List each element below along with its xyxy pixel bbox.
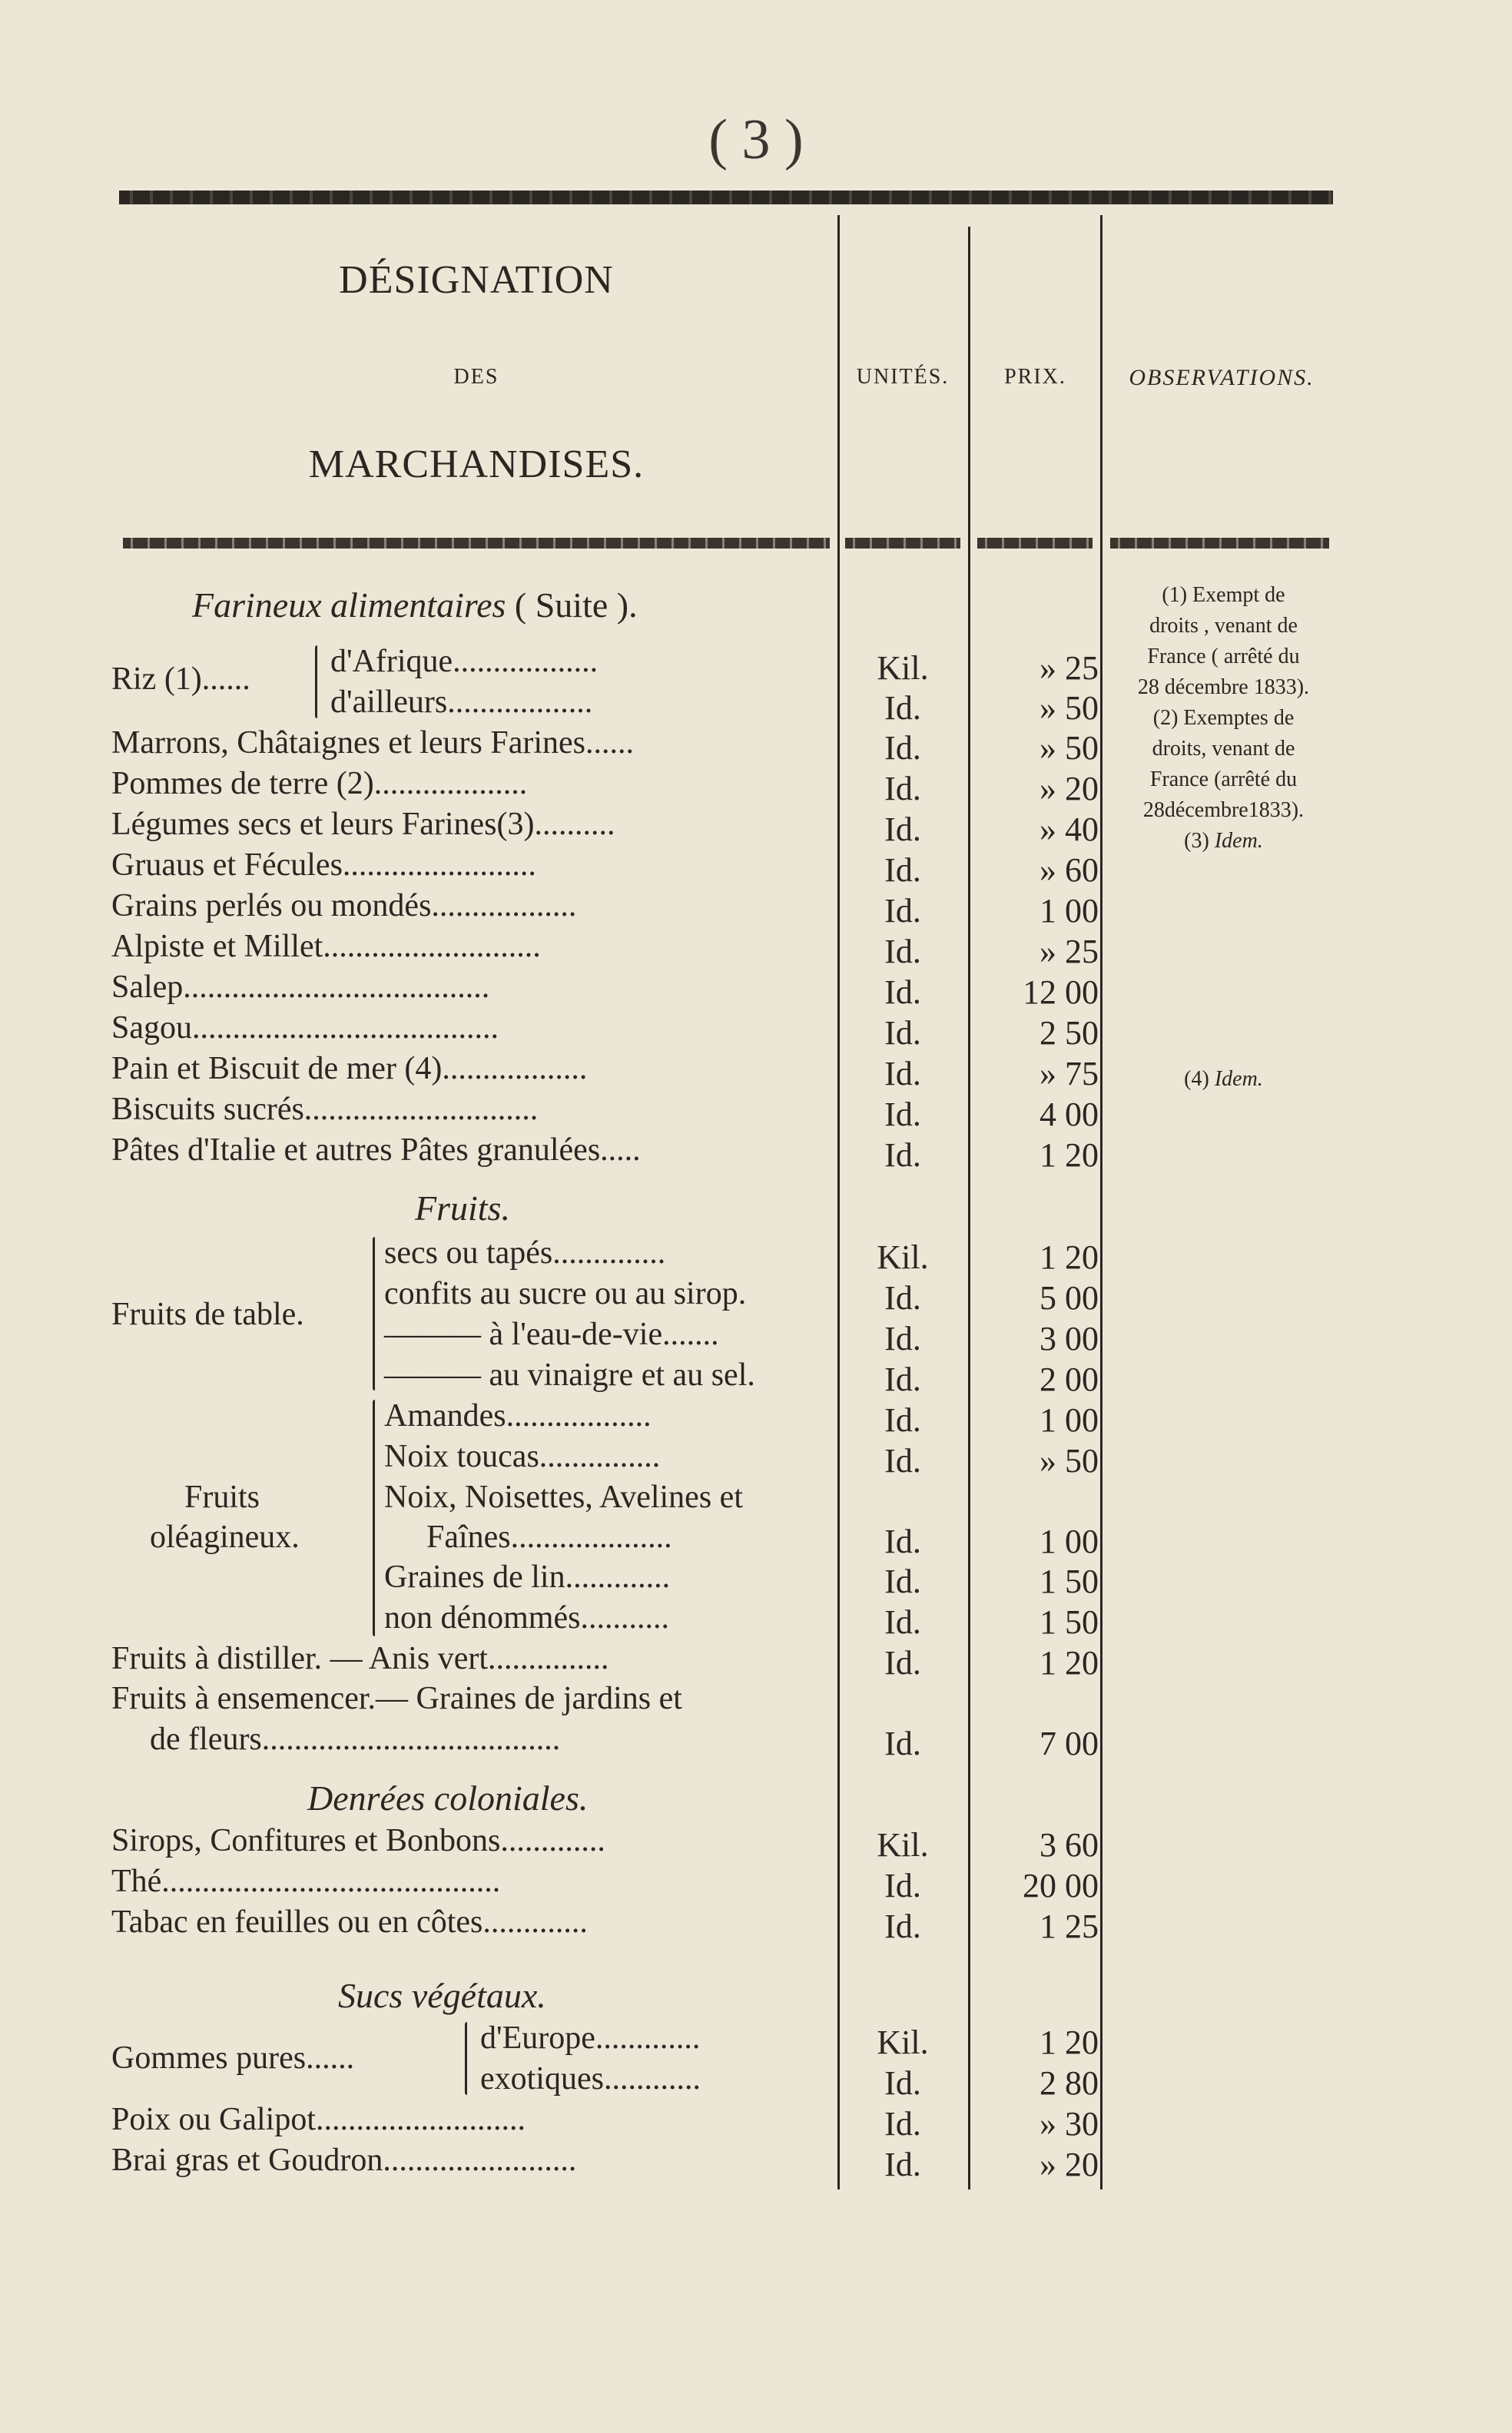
- row-label-eau-de-vie: ——— à l'eau-de-vie.......: [384, 1317, 719, 1352]
- price-gommes-europe: 1 20: [1040, 2024, 1099, 2061]
- row-label-amandes: Amandes..................: [384, 1398, 652, 1434]
- unit-non-denommes: Id.: [884, 1603, 921, 1641]
- brace-gommes: [465, 2022, 467, 2095]
- row-label-biscuits: Biscuits sucrés.............................: [111, 1092, 539, 1127]
- unit-ensemencer: Id.: [884, 1725, 921, 1762]
- unit-gommes-europe: Kil.: [877, 2024, 929, 2061]
- row-label-noix-toucas: Noix toucas...............: [384, 1439, 661, 1474]
- row-label-secs: secs ou tapés..............: [384, 1235, 666, 1271]
- unit-salep: Id.: [884, 973, 921, 1011]
- row-label-poix: Poix ou Galipot..........................: [111, 2102, 526, 2137]
- unit-vinaigre: Id.: [884, 1361, 921, 1398]
- row-label-pommes: Pommes de terre (2)...................: [111, 766, 528, 801]
- row-label-fruits-oleagineux-1: Fruits: [184, 1480, 260, 1515]
- row-label-brai: Brai gras et Goudron........................: [111, 2143, 577, 2178]
- price-riz-afrique: » 25: [1040, 649, 1099, 687]
- row-label-pain: Pain et Biscuit de mer (4)..................: [111, 1051, 588, 1086]
- header-unites: UNITÉS.: [856, 365, 950, 389]
- row-label-graines-lin: Graines de lin.............: [384, 1560, 671, 1595]
- price-tabac: 1 25: [1040, 1908, 1099, 1945]
- section-title-denrees: Denrées coloniales.: [307, 1778, 589, 1818]
- row-label-gruaus: Gruaus et Fécules........................: [111, 847, 536, 883]
- header-observations: OBSERVATIONS.: [1129, 365, 1315, 390]
- row-label-confits: confits au sucre ou au sirop.: [384, 1276, 747, 1311]
- unit-brai: Id.: [884, 2146, 921, 2183]
- header-rule-designation: [123, 538, 830, 549]
- note-2-line-2: droits, venant de: [1152, 737, 1295, 761]
- unit-gruaus: Id.: [884, 851, 921, 889]
- row-label-gommes-exotiques: exotiques............: [480, 2061, 701, 2097]
- unit-amandes: Id.: [884, 1401, 921, 1439]
- row-label-riz: Riz (1)......: [111, 661, 250, 697]
- note-2-line-1: (2) Exemptes de: [1152, 706, 1295, 730]
- price-sagou: 2 50: [1040, 1014, 1099, 1052]
- row-label-gommes: Gommes pures......: [111, 2040, 355, 2076]
- note-3-idem: Idem.: [1214, 829, 1263, 853]
- unit-secs: Kil.: [877, 1238, 929, 1276]
- unit-pain: Id.: [884, 1055, 921, 1092]
- price-grains: 1 00: [1040, 892, 1099, 930]
- brace-riz: [315, 645, 317, 718]
- row-label-sagou: Sagou......................................: [111, 1010, 499, 1046]
- price-noix-toucas: » 50: [1040, 1442, 1099, 1480]
- note-3: [1106, 826, 1341, 857]
- note-1-line-1: (1) Exempt de: [1162, 583, 1285, 607]
- price-sirops: 3 60: [1040, 1826, 1099, 1864]
- price-confits: 5 00: [1040, 1279, 1099, 1317]
- unit-legumes: Id.: [884, 810, 921, 848]
- price-graines-lin: 1 50: [1040, 1563, 1099, 1600]
- row-label-sirops: Sirops, Confitures et Bonbons.............: [111, 1823, 605, 1858]
- column-divider-designation: [837, 215, 840, 2189]
- price-marrons: » 50: [1040, 729, 1099, 767]
- note-4-number: (4): [1184, 1067, 1209, 1091]
- header-rule-unites: [845, 538, 960, 549]
- row-label-noix-noisettes: Noix, Noisettes, Avelines et: [384, 1480, 743, 1515]
- unit-tabac: Id.: [884, 1908, 921, 1945]
- row-label-legumes: Légumes secs et leurs Farines(3)..........: [111, 807, 615, 842]
- unit-confits: Id.: [884, 1279, 921, 1317]
- price-brai: » 20: [1040, 2146, 1099, 2183]
- price-distiller: 1 20: [1040, 1644, 1099, 1682]
- price-ensemencer: 7 00: [1040, 1725, 1099, 1762]
- unit-eau-de-vie: Id.: [884, 1320, 921, 1357]
- unit-grains: Id.: [884, 892, 921, 930]
- row-label-ensemencer-2: de fleurs.....................................: [150, 1722, 561, 1757]
- price-biscuits: 4 00: [1040, 1096, 1099, 1133]
- price-gruaus: » 60: [1040, 851, 1099, 889]
- note-1-line-2: droits , venant de: [1149, 614, 1298, 638]
- unit-noix-toucas: Id.: [884, 1442, 921, 1480]
- price-salep: 12 00: [1023, 973, 1099, 1011]
- price-non-denommes: 1 50: [1040, 1603, 1099, 1641]
- row-label-fruits-table: Fruits de table.: [111, 1297, 304, 1332]
- row-label-gommes-europe: d'Europe.............: [480, 2020, 701, 2056]
- section-title-suite: ( Suite ).: [514, 585, 638, 625]
- row-label-ensemencer-1: Fruits à ensemencer.— Graines de jardins et: [111, 1681, 682, 1716]
- unit-gommes-exotiques: Id.: [884, 2064, 921, 2102]
- price-the: 20 00: [1023, 1867, 1099, 1904]
- section-title-sucs: Sucs végétaux.: [338, 1976, 546, 2015]
- unit-alpiste: Id.: [884, 933, 921, 970]
- note-4-idem: Idem.: [1214, 1067, 1263, 1091]
- note-3-number: (3): [1184, 829, 1209, 853]
- header-rule-observations: [1110, 538, 1329, 549]
- row-label-alpiste: Alpiste et Millet...........................: [111, 929, 541, 964]
- column-divider-prix: [1100, 215, 1102, 2189]
- row-label-pates: Pâtes d'Italie et autres Pâtes granulées.....: [111, 1132, 641, 1168]
- unit-pates: Id.: [884, 1136, 921, 1174]
- row-label-grains: Grains perlés ou mondés..................: [111, 888, 577, 923]
- header-marchandises: MARCHANDISES.: [308, 443, 645, 486]
- row-label-fruits-oleagineux-2: oléagineux.: [150, 1520, 300, 1555]
- unit-faines: Id.: [884, 1523, 921, 1560]
- price-eau-de-vie: 3 00: [1040, 1320, 1099, 1357]
- price-pommes: » 20: [1040, 770, 1099, 807]
- unit-poix: Id.: [884, 2105, 921, 2143]
- row-label-tabac: Tabac en feuilles ou en côtes.............: [111, 1904, 588, 1940]
- header-prix: PRIX.: [1004, 365, 1066, 389]
- observation-notes: [1106, 580, 1341, 857]
- observation-note-4: [1106, 1064, 1341, 1095]
- unit-pommes: Id.: [884, 770, 921, 807]
- price-riz-ailleurs: » 50: [1040, 689, 1099, 727]
- section-title-text: Farineux alimentaires: [192, 585, 506, 625]
- brace-fruits-table: [373, 1237, 375, 1391]
- unit-biscuits: Id.: [884, 1096, 921, 1133]
- column-divider-unites: [968, 227, 970, 2189]
- note-2-line-3: France (arrêté du: [1149, 767, 1298, 791]
- row-label-distiller: Fruits à distiller. — Anis vert...............: [111, 1641, 609, 1676]
- price-amandes: 1 00: [1040, 1401, 1099, 1439]
- note-1-line-4: 28 décembre 1833).: [1137, 675, 1310, 699]
- unit-graines-lin: Id.: [884, 1563, 921, 1600]
- row-label-riz-ailleurs: d'ailleurs..................: [330, 684, 593, 720]
- price-pain: » 75: [1040, 1055, 1099, 1092]
- unit-distiller: Id.: [884, 1644, 921, 1682]
- price-secs: 1 20: [1040, 1238, 1099, 1276]
- unit-the: Id.: [884, 1867, 921, 1904]
- top-rule: [119, 191, 1333, 204]
- page-number: ( 3 ): [708, 108, 804, 171]
- note-2-line-4: 28décembre1833).: [1142, 798, 1305, 822]
- unit-riz-ailleurs: Id.: [884, 689, 921, 727]
- price-pates: 1 20: [1040, 1136, 1099, 1174]
- row-label-vinaigre: ——— au vinaigre et au sel.: [384, 1357, 755, 1393]
- price-faines: 1 00: [1040, 1523, 1099, 1560]
- price-gommes-exotiques: 2 80: [1040, 2064, 1099, 2102]
- section-title-farineux: [192, 585, 638, 625]
- section-title-fruits: Fruits.: [415, 1188, 510, 1228]
- header-designation: DÉSIGNATION: [339, 258, 614, 302]
- unit-riz-afrique: Kil.: [877, 649, 929, 687]
- header-rule-prix: [977, 538, 1093, 549]
- row-label-marrons: Marrons, Châtaignes et leurs Farines......: [111, 725, 635, 761]
- row-label-faines: Faînes....................: [426, 1520, 672, 1555]
- row-label-the: Thé..........................................: [111, 1864, 501, 1899]
- note-1-line-3: France ( arrêté du: [1147, 645, 1300, 668]
- unit-sirops: Kil.: [877, 1826, 929, 1864]
- price-vinaigre: 2 00: [1040, 1361, 1099, 1398]
- brace-fruits-oleagineux: [373, 1400, 375, 1636]
- unit-sagou: Id.: [884, 1014, 921, 1052]
- unit-marrons: Id.: [884, 729, 921, 767]
- row-label-non-denommes: non dénommés...........: [384, 1600, 669, 1636]
- row-label-riz-afrique: d'Afrique..................: [330, 644, 598, 679]
- header-des: DES: [453, 365, 499, 389]
- price-alpiste: » 25: [1040, 933, 1099, 970]
- price-poix: » 30: [1040, 2105, 1099, 2143]
- row-label-salep: Salep......................................: [111, 970, 490, 1005]
- price-legumes: » 40: [1040, 810, 1099, 848]
